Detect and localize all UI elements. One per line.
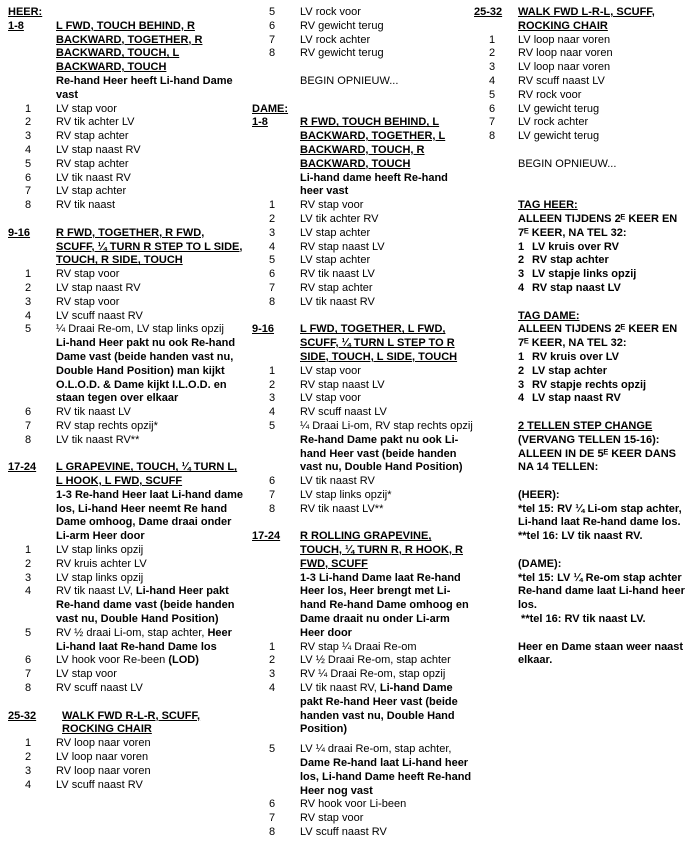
step-num: 3 bbox=[268, 226, 276, 239]
step-text: RV stap naast LV bbox=[532, 281, 621, 294]
step-text: RV kruis over LV bbox=[532, 350, 620, 363]
step-num: 1 bbox=[268, 364, 276, 377]
section-label: 1-8 bbox=[8, 19, 24, 32]
step-text: RV stap voor bbox=[56, 295, 120, 308]
dame-heading: DAME: bbox=[252, 102, 289, 115]
closing-note: Heer en Dame staan weer naast elkaar. bbox=[518, 640, 684, 667]
step-num: 3 bbox=[488, 61, 496, 74]
step-change-desc: (VERVANG TELLEN 15-16): ALLEEN IN DE 5ᴱ KEER DANS NA 14 TELLEN: bbox=[518, 433, 676, 474]
step-list bbox=[8, 103, 244, 213]
step-text: LV scuff naast RV bbox=[56, 778, 143, 791]
step-note: Li-hand Heer pakt nu ook Re-hand Dame vast (beide handen vast nu, Double Hand Position) man kijkt O.L.O.D. & Dame kijkt I.L.O.D. en staan tegen over elkaar bbox=[56, 337, 236, 405]
step-num: 1 bbox=[488, 33, 496, 46]
step-num: 8 bbox=[24, 199, 32, 212]
step-text: LV ¼ draai Re-om, stap achter, bbox=[300, 743, 452, 756]
section-header bbox=[8, 710, 244, 738]
step-text: LV stap naast RV bbox=[56, 143, 141, 156]
step-text: RV stap ¼ Draai Re-om bbox=[300, 640, 417, 653]
step-text: RV hook voor Li-been bbox=[300, 798, 407, 811]
step-num: 7 bbox=[268, 33, 276, 46]
section-label: 25-32 bbox=[474, 6, 503, 18]
step-num: 7 bbox=[24, 419, 32, 432]
step-change-line: *tel 15: RV ¼ Li-om stap achter, Li-hand laat Re-hand dame los. bbox=[518, 502, 682, 529]
tag-dame-desc: ALLEEN TIJDENS 2ᴱ KEER EN 7ᴱ KEER, NA TEL 32: bbox=[518, 323, 678, 350]
restart-text: BEGIN OPNIEUW... bbox=[300, 74, 399, 87]
step-num: 5 bbox=[268, 254, 276, 267]
step-text: LV rock achter bbox=[518, 116, 589, 129]
section-note: Re-hand Heer heeft Li-hand Dame vast bbox=[56, 74, 233, 101]
step-num: 8 bbox=[24, 433, 32, 446]
step-num: 6 bbox=[268, 475, 276, 488]
section-label: 17-24 bbox=[252, 530, 281, 543]
step-text: RV tik achter LV bbox=[56, 116, 135, 129]
step-num: 5 bbox=[268, 743, 276, 756]
step-num: 6 bbox=[24, 171, 32, 184]
step-num: 1 bbox=[24, 544, 32, 557]
step-text: RV stap achter bbox=[532, 254, 609, 267]
step-note: pakt Re-hand Heer vast (beide handen vast nu, Double Hand Position) bbox=[300, 695, 458, 736]
section-header bbox=[8, 20, 244, 75]
step-text: LV stap naast RV bbox=[532, 392, 621, 405]
step-num: 4 bbox=[268, 406, 276, 419]
step-text: LV tik naast RV bbox=[300, 475, 375, 488]
section-title: R FWD, TOGETHER, R FWD, SCUFF, ¼ TURN R STEP TO L SIDE, TOUCH, R SIDE, TOUCH bbox=[56, 226, 243, 267]
step-text: LV stapje links opzij bbox=[532, 268, 637, 281]
step-text: LV stap links opzij bbox=[56, 544, 144, 557]
step-num: 7 bbox=[24, 668, 32, 681]
step-note: Re-hand Dame pakt nu ook Li-hand Heer vast (beide handen vast nu, Double Hand Position) bbox=[300, 433, 463, 474]
step-list bbox=[252, 199, 474, 309]
step-text: RV stap voor bbox=[300, 812, 364, 825]
step-text: LV kruis over RV bbox=[532, 240, 620, 253]
column-extra bbox=[474, 6, 689, 668]
step-text: LV stap achter bbox=[532, 364, 607, 377]
section-title: WALK FWD L-R-L, SCUFF, ROCKING CHAIR bbox=[518, 6, 655, 32]
step-text: LV hook voor Re-been bbox=[56, 654, 169, 667]
section-note: Li-hand dame heeft Re-hand heer vast bbox=[300, 171, 448, 198]
step-text: RV scuff naast LV bbox=[56, 682, 143, 695]
step-text-bold: Li-hand Dame bbox=[379, 682, 453, 695]
step-num: 3 bbox=[268, 668, 276, 681]
step-num: 1 bbox=[24, 102, 32, 115]
step-num: 2 bbox=[24, 751, 32, 764]
step-num: 5 bbox=[24, 626, 32, 639]
section-label: 17-24 bbox=[8, 461, 37, 474]
step-num: 8 bbox=[268, 295, 276, 308]
step-text: RV ¼ Draai Re-om, stap opzij bbox=[300, 668, 446, 681]
section-header bbox=[8, 461, 244, 489]
step-list bbox=[8, 544, 244, 696]
heer-heading: HEER: bbox=[8, 6, 43, 18]
step-num: 5 bbox=[24, 323, 32, 336]
step-change-dame-label: (DAME): bbox=[518, 557, 562, 570]
tag-heer bbox=[474, 199, 689, 296]
step-text: LV stap voor bbox=[56, 668, 117, 681]
tag-dame bbox=[474, 310, 689, 407]
step-text: RV stap naast LV bbox=[300, 240, 385, 253]
step-num: 8 bbox=[24, 682, 32, 695]
step-text: LV stap achter bbox=[300, 254, 371, 267]
step-text: LV tik naast RV** bbox=[56, 433, 140, 446]
step-num: 3 bbox=[24, 571, 32, 584]
step-text: LV stap achter bbox=[300, 226, 371, 239]
step-num: 4 bbox=[24, 778, 32, 791]
step-num: 6 bbox=[24, 654, 32, 667]
section-note: 1-3 Re-hand Heer laat Li-hand dame los, Li-hand Heer neemt Re hand Dame omhoog, Dame draai onder Li-arm Heer door bbox=[56, 488, 244, 543]
section-label: 25-32 bbox=[8, 709, 37, 722]
section-label: 9-16 bbox=[8, 226, 31, 239]
step-num: 2 bbox=[268, 212, 276, 225]
step-num: 3 bbox=[268, 392, 276, 405]
step-text: RV stap naast LV bbox=[300, 378, 385, 391]
step-num: 2 bbox=[518, 364, 525, 377]
step-num: 1 bbox=[268, 640, 276, 653]
step-text: ¼ Draai Re-om, LV stap links opzij bbox=[56, 323, 224, 336]
step-text: RV ½ draai Li-om, stap achter, bbox=[56, 626, 208, 639]
step-text: LV tik naast RV, bbox=[300, 682, 380, 695]
step-num: 2 bbox=[24, 281, 32, 294]
step-num: 6 bbox=[24, 406, 32, 419]
step-list bbox=[252, 365, 474, 517]
step-num: 7 bbox=[268, 812, 276, 825]
step-list bbox=[8, 737, 244, 792]
tag-dame-title: TAG DAME: bbox=[518, 309, 580, 322]
step-text: RV tik naast bbox=[56, 199, 116, 212]
step-num: 4 bbox=[268, 682, 276, 695]
step-text: RV scuff naast LV bbox=[518, 74, 605, 87]
step-text: LV stap links opzij bbox=[56, 571, 144, 584]
step-num: 3 bbox=[518, 268, 525, 281]
section-header bbox=[474, 6, 689, 34]
step-num: 1 bbox=[268, 199, 276, 212]
step-num: 4 bbox=[518, 392, 525, 405]
section-title: R FWD, TOUCH BEHIND, L BACKWARD, TOGETHER, L BACKWARD, TOUCH, R BACKWARD, TOUCH bbox=[300, 116, 446, 170]
step-text: LV scuff naast RV bbox=[300, 826, 387, 839]
step-note: Dame Re-hand laat Li-hand heer los, Li-hand Dame heeft Re-hand Heer nog vast bbox=[300, 757, 472, 797]
restart-text: BEGIN OPNIEUW... bbox=[518, 157, 617, 170]
step-num: 6 bbox=[268, 798, 276, 811]
column-dame bbox=[252, 6, 474, 840]
step-list bbox=[8, 268, 244, 447]
step-text: RV loop naar voren bbox=[56, 764, 151, 777]
step-text: RV tik naast LV, bbox=[56, 585, 136, 598]
step-text: RV kruis achter LV bbox=[56, 557, 147, 570]
step-num: 3 bbox=[24, 130, 32, 143]
section-header bbox=[252, 323, 474, 364]
step-num: 4 bbox=[24, 309, 32, 322]
step-text: LV stap naast RV bbox=[56, 281, 141, 294]
step-num: 2 bbox=[268, 378, 276, 391]
step-text: RV loop naar voren bbox=[56, 737, 151, 750]
step-num: 2 bbox=[518, 254, 525, 267]
step-num: 3 bbox=[518, 378, 525, 391]
step-text: RV gewicht terug bbox=[300, 19, 384, 32]
step-text: RV loop naar voren bbox=[518, 47, 613, 60]
step-text: RV stap achter bbox=[56, 157, 129, 170]
step-num: 2 bbox=[24, 557, 32, 570]
step-note: Re-hand dame vast (beide handen vast nu, Double Hand Position) bbox=[56, 599, 235, 626]
step-change-title: 2 TELLEN STEP CHANGE bbox=[518, 419, 653, 432]
step-text: LV gewicht terug bbox=[518, 130, 600, 143]
step-text: RV stap rechts opzij* bbox=[56, 419, 158, 432]
step-text: RV stap voor bbox=[300, 199, 364, 212]
step-text: LV stap voor bbox=[300, 392, 361, 405]
step-text: ¼ Draai Li-om, RV stap rechts opzij bbox=[300, 419, 473, 432]
step-text-bold: (LOD) bbox=[168, 654, 199, 667]
section-title: L FWD, TOGETHER, L FWD, SCUFF, ¼ TURN L STEP TO R SIDE, TOUCH, L SIDE, TOUCH bbox=[300, 323, 458, 363]
step-text: RV tik naast LV bbox=[300, 268, 375, 281]
step-text-bold: Li-hand Heer pakt bbox=[135, 585, 229, 598]
step-text: LV stap links opzij* bbox=[300, 488, 392, 501]
step-text: LV gewicht terug bbox=[518, 102, 600, 115]
step-num: 5 bbox=[268, 419, 276, 432]
step-num: 5 bbox=[488, 88, 496, 101]
step-text: LV rock voor bbox=[300, 6, 361, 18]
step-num: 2 bbox=[24, 116, 32, 129]
step-num: 1 bbox=[518, 350, 525, 363]
section-label: 1-8 bbox=[252, 116, 268, 129]
step-num: 7 bbox=[268, 281, 276, 294]
step-text: RV stapje rechts opzij bbox=[532, 378, 647, 391]
column-heer bbox=[8, 6, 244, 792]
step-note: Li-hand laat Re-hand Dame los bbox=[56, 640, 217, 653]
step-change-line: **tel 16: RV tik naast LV. bbox=[518, 613, 646, 626]
step-num: 2 bbox=[488, 47, 496, 60]
step-num: 5 bbox=[24, 157, 32, 170]
step-text: RV gewicht terug bbox=[300, 47, 384, 60]
step-num: 4 bbox=[24, 585, 32, 598]
step-list bbox=[252, 6, 474, 61]
step-num: 8 bbox=[268, 502, 276, 515]
section-note: 1-3 Li-hand Dame laat Re-hand Heer los, Heer brengt met Li-hand Re-hand Dame omhoog en Dame draait nu onder Li-arm Heer door bbox=[300, 571, 469, 639]
step-num: 3 bbox=[24, 764, 32, 777]
step-list bbox=[252, 641, 474, 840]
step-num: 6 bbox=[268, 268, 276, 281]
step-change-heer-label: (HEER): bbox=[518, 488, 560, 501]
step-text-bold: Heer bbox=[207, 626, 232, 639]
step-num: 4 bbox=[488, 74, 496, 87]
step-text: LV tik naast RV bbox=[56, 171, 131, 184]
tag-heer-desc: ALLEEN TIJDENS 2ᴱ KEER EN 7ᴱ KEER, NA TEL 32: bbox=[518, 212, 678, 239]
step-text: LV tik achter RV bbox=[300, 212, 379, 225]
tag-heer-title: TAG HEER: bbox=[518, 199, 578, 212]
step-text: LV stap voor bbox=[56, 102, 117, 115]
step-text: RV scuff naast LV bbox=[300, 406, 387, 419]
step-num: 4 bbox=[518, 281, 525, 294]
step-num: 2 bbox=[268, 654, 276, 667]
step-text: RV rock voor bbox=[518, 88, 582, 101]
step-num: 6 bbox=[268, 19, 276, 32]
step-text: LV stap achter bbox=[56, 185, 127, 198]
step-num: 8 bbox=[268, 826, 276, 839]
step-num: 7 bbox=[268, 488, 276, 501]
step-text: LV ½ Draai Re-om, stap achter bbox=[300, 654, 451, 667]
section-header bbox=[252, 116, 474, 171]
step-num: 7 bbox=[24, 185, 32, 198]
step-text: LV stap voor bbox=[300, 364, 361, 377]
step-num: 1 bbox=[24, 268, 32, 281]
step-text: LV loop naar voren bbox=[518, 61, 611, 74]
step-change bbox=[474, 420, 689, 668]
step-num: 1 bbox=[518, 240, 525, 253]
step-num: 4 bbox=[268, 240, 276, 253]
step-text: RV stap voor bbox=[56, 268, 120, 281]
step-num: 6 bbox=[488, 102, 496, 115]
step-list bbox=[474, 34, 689, 144]
step-num: 5 bbox=[268, 6, 276, 18]
section-label: 9-16 bbox=[252, 323, 275, 336]
step-text: RV stap achter bbox=[300, 281, 373, 294]
step-num: 3 bbox=[24, 295, 32, 308]
section-title: L GRAPEVINE, TOUCH, ¼ TURN L, L HOOK, L FWD, SCUFF bbox=[56, 461, 238, 488]
step-change-line: **tel 16: LV tik naast RV. bbox=[518, 530, 643, 543]
step-text: LV scuff naast RV bbox=[56, 309, 143, 322]
section-title: WALK FWD R-L-R, SCUFF, ROCKING CHAIR bbox=[62, 709, 201, 736]
step-text: LV tik naast RV bbox=[300, 295, 375, 308]
section-title: L FWD, TOUCH BEHIND, R BACKWARD, TOGETHER, R BACKWARD, TOUCH, L BACKWARD, TOUCH bbox=[56, 19, 203, 74]
step-num: 4 bbox=[24, 143, 32, 156]
step-num: 1 bbox=[24, 737, 32, 750]
section-header bbox=[252, 530, 474, 571]
step-text: LV loop naar voren bbox=[518, 33, 611, 46]
step-text: RV tik naast LV bbox=[56, 406, 131, 419]
step-num: 8 bbox=[488, 130, 496, 143]
section-header bbox=[8, 227, 244, 268]
section-title: R ROLLING GRAPEVINE, TOUCH, ¼ TURN R, R HOOK, R FWD, SCUFF bbox=[300, 530, 463, 570]
step-text: LV loop naar voren bbox=[56, 751, 149, 764]
step-num: 8 bbox=[268, 47, 276, 60]
step-text: RV tik naast LV** bbox=[300, 502, 384, 515]
step-text: RV stap achter bbox=[56, 130, 129, 143]
step-change-line: *tel 15: LV ¼ Re-om stap achter Re-hand dame laat Li-hand heer los. bbox=[518, 571, 685, 612]
step-text: LV rock achter bbox=[300, 33, 371, 46]
step-num: 7 bbox=[488, 116, 496, 129]
